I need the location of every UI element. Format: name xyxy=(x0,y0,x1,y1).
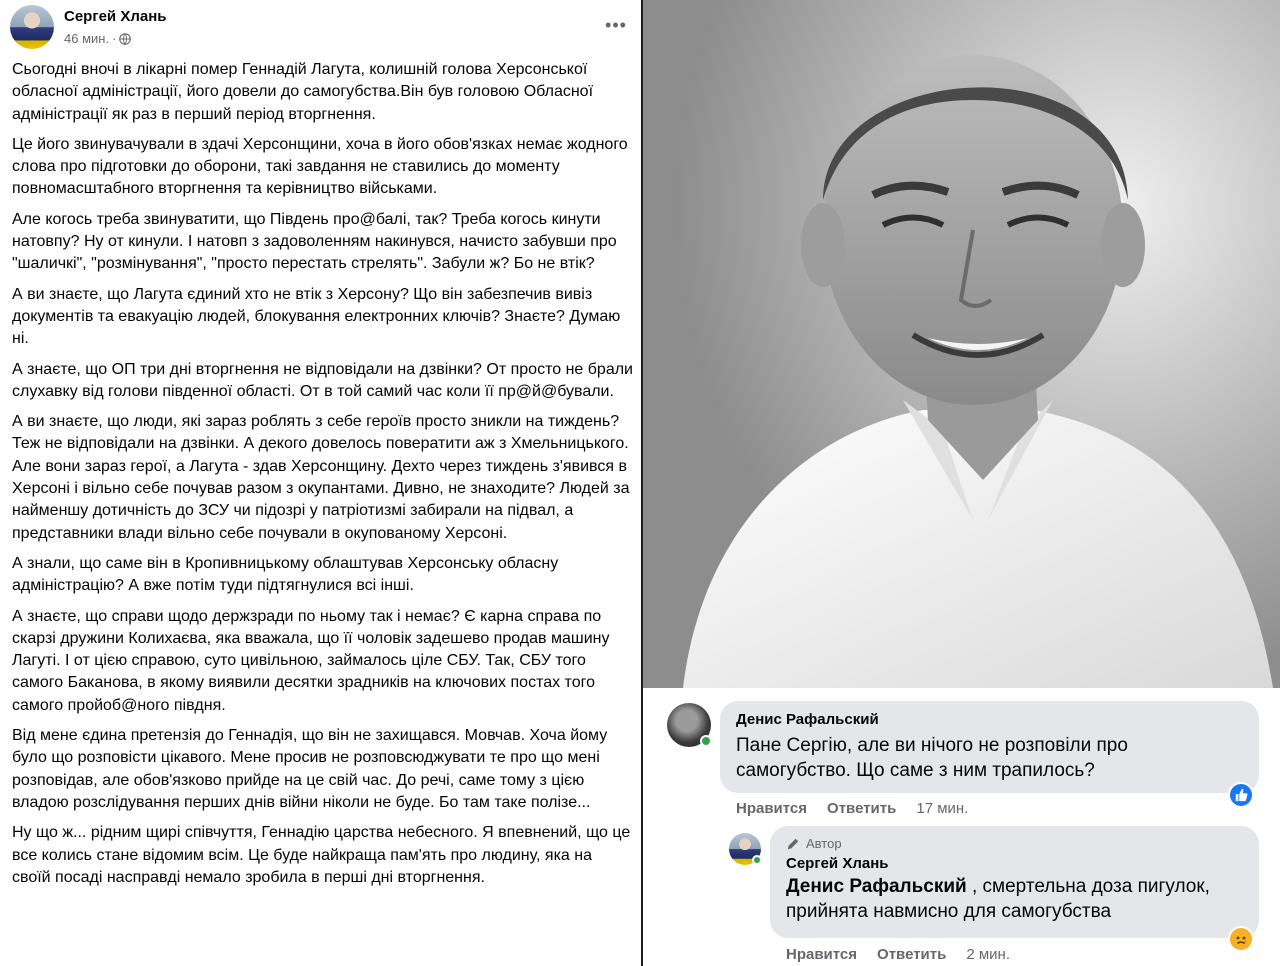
post-author-name[interactable]: Сергей Хлань xyxy=(64,8,167,25)
post-paragraph: Але когось треба звинуватити, що Південь про@балі, так? Треба когось кинути натовпу? Ну от кинули. І натовп з задоволенням накинувся, начисто забувши про "шаличкі", "розмінування", "просто перестать стрелять". Забули ж? Бо не втік? xyxy=(12,210,617,273)
portrait-illustration xyxy=(643,0,1280,688)
online-status-dot xyxy=(700,735,712,747)
post-timestamp[interactable]: 46 мин. xyxy=(64,31,110,46)
globe-icon[interactable] xyxy=(119,33,131,45)
sad-face-icon[interactable] xyxy=(1228,926,1254,952)
reply-text-body: , смертельна доза пигулок, прийнята навмисно для самогубства xyxy=(786,876,1210,922)
reply-author[interactable]: Сергей Хлань xyxy=(786,855,889,872)
post-body xyxy=(12,59,634,897)
post-meta xyxy=(64,31,131,46)
reply-comment-button[interactable]: Ответить xyxy=(877,946,947,963)
post-paragraph: Від мене єдина претензія до Геннадія, що він не захищався. Мовчав. Хоча йому було що розповісти цікавого. Мене просив не розповсюджувати те про що мені розповідав, але обов'язково прийде на це свій час. До речі, саме тому з цією владою розслідування перших днів війни ніколи не буде. Бо там таке полізе... xyxy=(12,727,608,811)
comment-timestamp[interactable]: 2 мин. xyxy=(966,946,1011,963)
reply-author-avatar[interactable] xyxy=(729,833,761,865)
mention-link[interactable]: Денис Рафальский xyxy=(786,876,967,897)
author-avatar[interactable] xyxy=(10,5,54,49)
portrait-photo[interactable] xyxy=(643,0,1280,688)
commenter-avatar[interactable] xyxy=(667,703,711,747)
author-badge xyxy=(786,836,1243,851)
meta-separator: · xyxy=(112,31,117,46)
reply-bubble xyxy=(770,826,1259,938)
post-paragraph: А знаєте, що справи щодо держзради по ньому так і немає? Є карна справа по скарзі дружини Колихаєва, яка вважала, що її чоловік задешево продав машину Лагуті. І от цією справою, суто цивільною, займалось ціле СБУ. Так, СБУ того самого Баканова, в якому виявили десятки зрадників на ключових постах того самого пройоб@ного півдня. xyxy=(12,607,610,714)
online-status-dot xyxy=(752,855,762,865)
reply-comment-button[interactable]: Ответить xyxy=(827,800,897,817)
pencil-icon xyxy=(786,837,800,851)
post-paragraph: Це його звинувачували в здачі Херсонщини, хоча в його обов'язках немає жодного слова про підготовки до оборони, такі завдання не ставились до моменту повномасштабного вторгнення та керівництво військами. xyxy=(12,135,628,198)
reply-text xyxy=(786,874,1243,924)
post-paragraph: А ви знаєте, що люди, які зараз роблять з себе героїв просто зникли на тиждень? Теж не відповідали на дзвінки. А декого довелось повератити аж з Хмельницького. Але вони зараз герої, а Лагута - здав Херсонщину. Дехто через тиждень з'явився в Херсоні і вільно себе почував разом з окупантами. Дивно, не знаходите? Людей за найменшу дотичність до ЗСУ чи підозрі у патріотизмі забирали на підвал, а представники влади вільно себе почували в окупованому Херсоні. xyxy=(12,413,630,542)
post-paragraph: А ви знаєте, що Лагута єдиний хто не втік з Херсону? Що він забезпечив вивіз документів та евакуацію людей, блокування електронних ключів? Знаєте? Думаю ні. xyxy=(12,285,621,348)
post-paragraph: А знаєте, що ОП три дні вторгнення не відповідали на дзвінки? От просто не брали слухавку від голови південної області. От в той самий час коли її пр@й@бували. xyxy=(12,360,633,400)
post-header xyxy=(10,5,630,51)
post-paragraph: Ну що ж... рідним щирі співчуття, Геннадію царства небесного. Я впевнений, що це все колись стане відомим всім. Це буде найкраща пам'ять про людину, яка на своїй посаді насправді немало зробила в перші дні вторгнення. xyxy=(12,824,631,886)
like-icon[interactable] xyxy=(1228,782,1254,808)
author-badge-label: Автор xyxy=(806,836,842,851)
post-paragraph: А знали, що саме він в Кропивницькому облаштував Херсонську обласну адміністрацію? А вже потім туди підтягнулися всі інші. xyxy=(12,554,559,595)
comment-text: Пане Сергію, але ви нічого не розповіли про самогубство. Що саме з ним трапилось? xyxy=(736,735,1128,781)
comment-bubble xyxy=(720,701,1259,793)
reply-actions xyxy=(786,946,1010,963)
comment-timestamp[interactable]: 17 мин. xyxy=(916,800,969,817)
more-options-button[interactable]: ••• xyxy=(605,14,627,35)
like-comment-button[interactable]: Нравится xyxy=(786,946,858,963)
comment-author[interactable]: Денис Рафальский xyxy=(736,711,879,728)
like-comment-button[interactable]: Нравится xyxy=(736,800,808,817)
post-paragraph: Сьогодні вночі в лікарні помер Геннадій Лагута, колишній голова Херсонської обласної адміністрації, його довели до самогубства.Він був головою Обласної адміністрації як раз в перший період вторгнення. xyxy=(12,61,594,123)
comments-section xyxy=(643,688,1280,966)
comment-actions xyxy=(736,800,968,817)
